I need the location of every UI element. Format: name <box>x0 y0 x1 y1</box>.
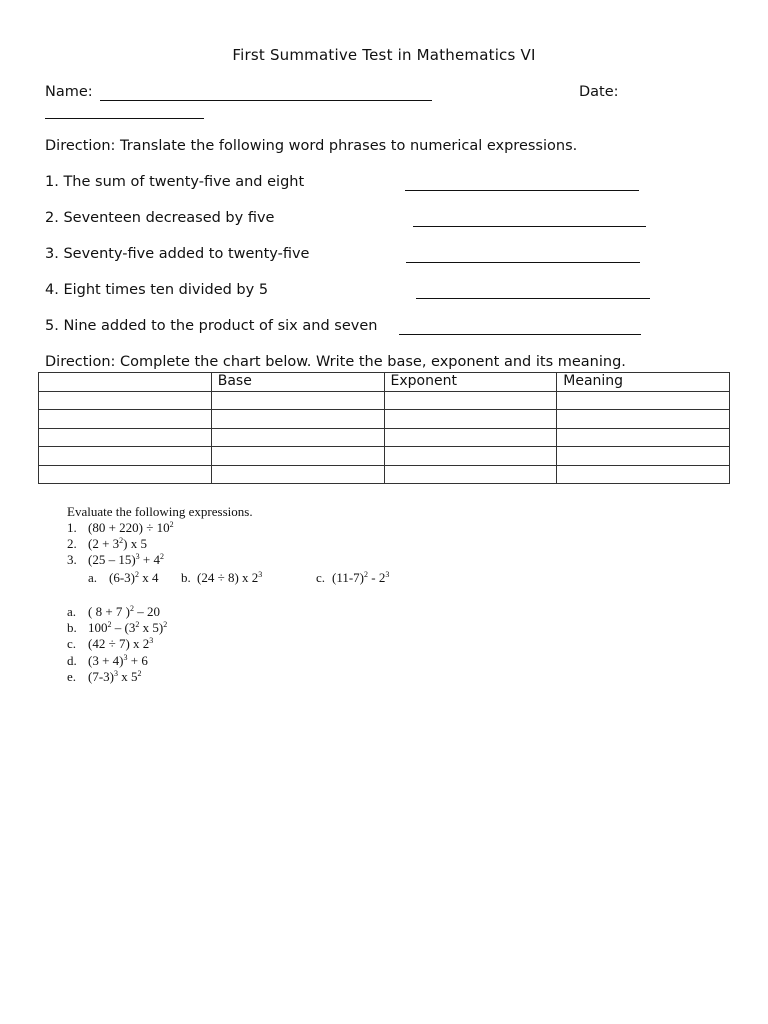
exponent-chart <box>38 372 730 484</box>
chart-cell[interactable] <box>211 391 384 410</box>
expr-part: (2 + 3 <box>88 536 120 551</box>
exponent: 2 <box>160 552 165 561</box>
expr-part: - 2 <box>368 570 386 585</box>
chart-header-cell <box>39 373 212 392</box>
exponent: 3 <box>149 636 154 646</box>
chart-cell[interactable] <box>211 428 384 447</box>
chart-row <box>39 428 730 447</box>
item-letter: b. <box>181 570 191 585</box>
chart-cell[interactable] <box>557 465 730 484</box>
direction-translate: Direction: Translate the following word phrases to numerical expressions. <box>45 138 578 154</box>
list-item <box>67 669 167 685</box>
chart-cell[interactable] <box>384 447 557 466</box>
expr-part: (24 ÷ 8) x 2 <box>197 570 259 585</box>
expr-part: (3 + 4) <box>88 652 124 668</box>
expr-part: (7-3) <box>88 668 114 684</box>
answer-blank-3[interactable] <box>406 262 640 263</box>
question-2: 2. Seventeen decreased by five <box>45 210 275 226</box>
exponent: 2 <box>119 536 124 545</box>
exponent: 2 <box>169 520 174 529</box>
list-item <box>67 536 174 552</box>
chart-cell[interactable] <box>39 465 212 484</box>
exponent: 3 <box>258 570 263 579</box>
item-letter: c. <box>67 636 77 652</box>
answer-blank-1[interactable] <box>405 190 639 191</box>
evaluate-list-1 <box>67 520 174 568</box>
chart-header-base: Base <box>211 373 384 392</box>
item-number: 1. <box>67 520 77 535</box>
item-number: 2. <box>67 536 77 551</box>
exponent: 2 <box>107 620 112 630</box>
chart-cell[interactable] <box>211 465 384 484</box>
chart-cell[interactable] <box>211 410 384 429</box>
list-item <box>67 653 167 669</box>
answer-blank-2[interactable] <box>413 226 646 227</box>
answer-blank-5[interactable] <box>399 334 641 335</box>
evaluate-sub-c <box>316 570 389 586</box>
exponent: 3 <box>385 570 390 579</box>
item-letter: e. <box>67 668 77 684</box>
expr-part: (80 + 220) ÷ 10 <box>88 520 170 535</box>
expr-part: x 4 <box>139 570 159 585</box>
question-4: 4. Eight times ten divided by 5 <box>45 282 269 298</box>
evaluate-list-2 <box>67 604 167 685</box>
list-item <box>67 552 174 568</box>
exponent: 3 <box>123 652 128 662</box>
chart-cell[interactable] <box>557 391 730 410</box>
chart-header-exponent: Exponent <box>384 373 557 392</box>
expr-part: x 5 <box>118 668 138 684</box>
exponent: 2 <box>130 604 134 613</box>
item-letter: b. <box>67 620 77 636</box>
chart-cell[interactable] <box>39 391 212 410</box>
item-letter: a. <box>67 604 77 619</box>
chart-cell[interactable] <box>211 447 384 466</box>
question-3: 3. Seventy-five added to twenty-five <box>45 246 310 262</box>
list-item <box>67 636 167 652</box>
exponent: 2 <box>364 570 369 579</box>
exponent: 3 <box>135 552 140 561</box>
name-blank[interactable] <box>100 100 432 101</box>
chart-cell[interactable] <box>384 391 557 410</box>
list-item <box>67 520 174 536</box>
chart-cell[interactable] <box>39 410 212 429</box>
chart-cell[interactable] <box>557 447 730 466</box>
item-letter: a. <box>88 570 98 585</box>
expr-part: – (3 <box>111 620 136 636</box>
chart-row <box>39 391 730 410</box>
expr-part: ( 8 + 7 ) <box>88 604 130 619</box>
chart-row <box>39 465 730 484</box>
question-5: 5. Nine added to the product of six and seven <box>45 318 378 334</box>
exponent: 2 <box>137 668 142 678</box>
chart-row <box>39 447 730 466</box>
expr-part: 100 <box>88 620 108 636</box>
exponent: 3 <box>114 668 118 678</box>
chart-cell[interactable] <box>39 428 212 447</box>
question-1: 1. The sum of twenty-five and eight <box>45 174 305 190</box>
chart-cell[interactable] <box>557 428 730 447</box>
expr-part: + 6 <box>127 652 148 668</box>
item-number: 3. <box>67 552 77 567</box>
chart-cell[interactable] <box>39 447 212 466</box>
chart-cell[interactable] <box>384 410 557 429</box>
evaluate-sub-a <box>88 570 159 586</box>
direction-chart: Direction: Complete the chart below. Write the base, exponent and its meaning. <box>45 354 626 370</box>
expr-part: (42 ÷ 7) x 2 <box>88 636 150 652</box>
chart-cell[interactable] <box>557 410 730 429</box>
exponent: 2 <box>135 570 139 579</box>
chart-header-row <box>39 373 730 392</box>
chart-cell[interactable] <box>384 428 557 447</box>
exponent: 2 <box>163 620 168 630</box>
expr-part: x 5) <box>139 620 164 636</box>
chart-row <box>39 410 730 429</box>
exponent: 2 <box>135 620 140 630</box>
item-letter: c. <box>316 570 326 585</box>
chart-cell[interactable] <box>384 465 557 484</box>
date-blank[interactable] <box>45 118 204 119</box>
expr-part: (11-7) <box>332 570 365 585</box>
expr-part: (6-3) <box>109 570 135 585</box>
date-label: Date: <box>579 84 619 100</box>
expr-part: ) x 5 <box>123 536 148 551</box>
chart-header-meaning: Meaning <box>557 373 730 392</box>
name-label: Name: <box>45 84 93 100</box>
expr-part: + 4 <box>139 552 161 567</box>
expr-part: (25 – 15) <box>88 552 136 567</box>
evaluate-heading: Evaluate the following expressions. <box>67 504 253 519</box>
list-item <box>67 604 167 620</box>
page-title: First Summative Test in Mathematics VI <box>232 46 536 64</box>
item-letter: d. <box>67 652 77 668</box>
list-item <box>67 620 167 636</box>
answer-blank-4[interactable] <box>416 298 650 299</box>
expr-part: – 20 <box>134 604 160 619</box>
evaluate-sub-b <box>181 570 262 586</box>
